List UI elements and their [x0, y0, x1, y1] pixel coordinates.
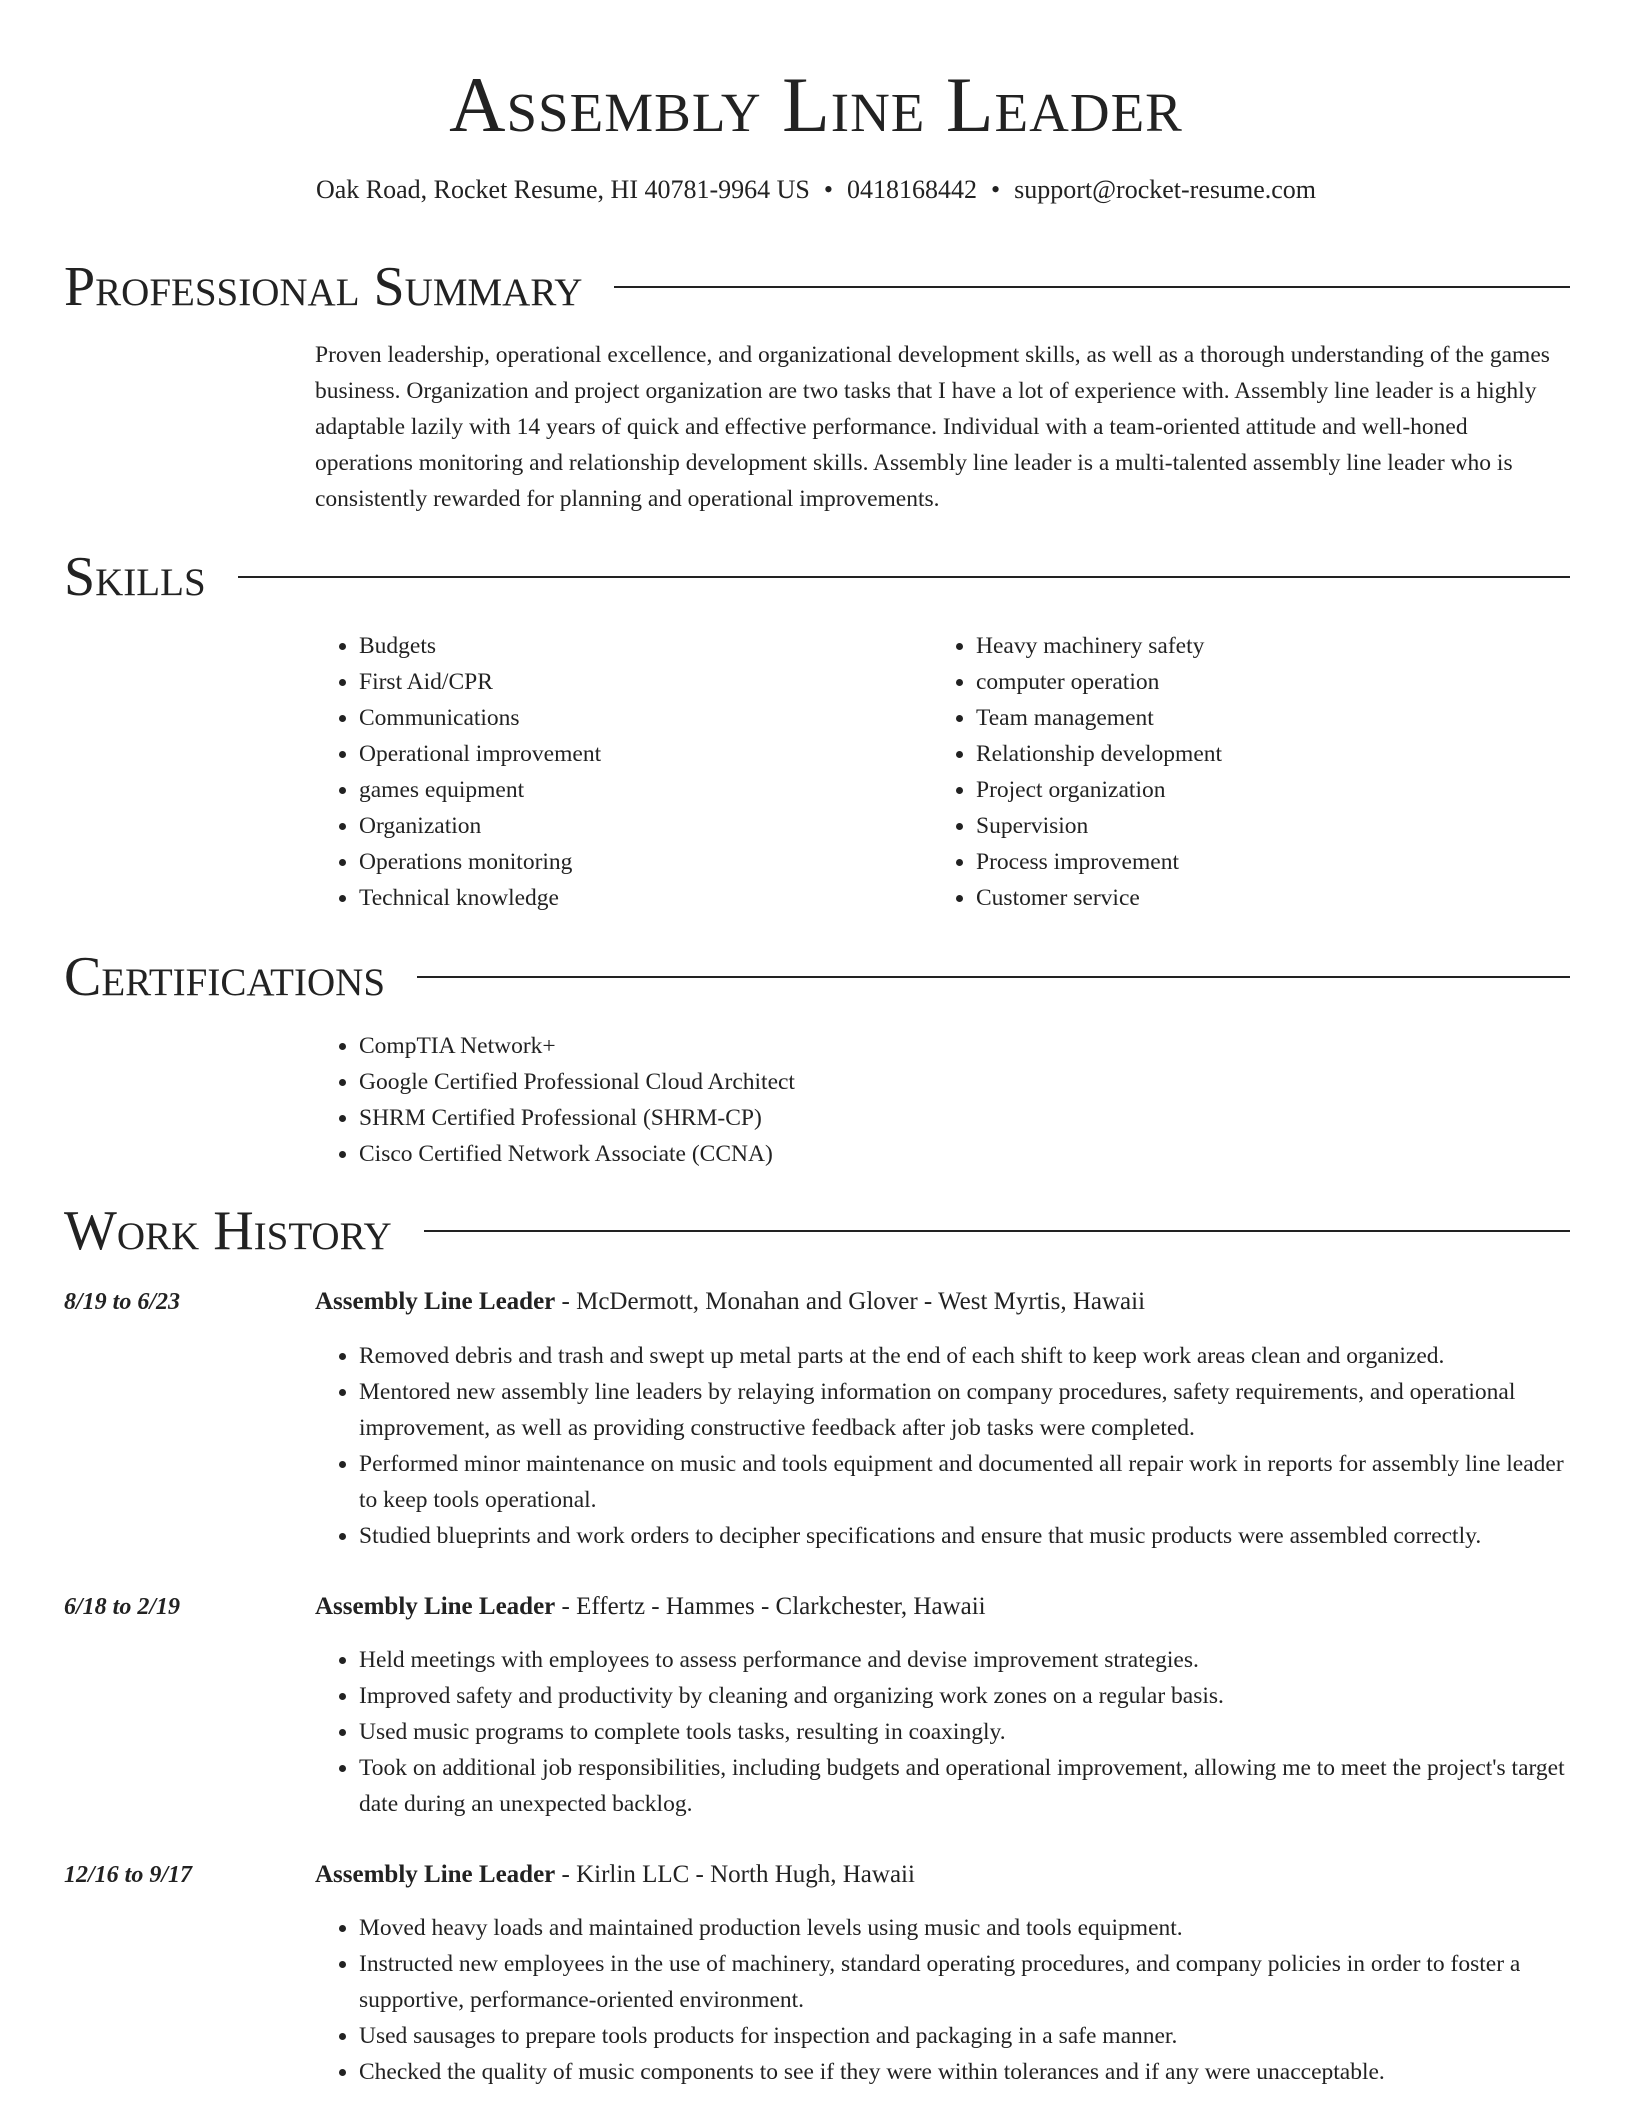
- skill-item: • Heavy machinery safety: [976, 628, 1532, 664]
- skill-item: • Operational improvement: [359, 736, 915, 772]
- skill-item: • Customer service: [976, 880, 1532, 916]
- skill-item: • Organization: [359, 808, 915, 844]
- job-bullets: [315, 1338, 1570, 1554]
- job-role: Assembly Line Leader: [315, 1288, 556, 1315]
- job-bullet: • Checked the quality of music components to see if they were within tolerances and if any were unacceptable.: [359, 2054, 1570, 2090]
- skill-item: • Communications: [359, 700, 915, 736]
- certification-item: • SHRM Certified Professional (SHRM-CP): [359, 1100, 1565, 1136]
- section-divider: [417, 976, 1570, 978]
- skills-column-right: [932, 628, 1532, 916]
- job-dates: 8/19 to 6/23: [64, 1289, 181, 1315]
- skill-item: • Relationship development: [976, 736, 1532, 772]
- resume-name: Assembly Line Leader: [449, 61, 1183, 148]
- section-title: Skills: [64, 546, 206, 608]
- section-title: Professional Summary: [64, 256, 583, 318]
- job-role: Assembly Line Leader: [315, 1861, 556, 1888]
- job-bullet: • Took on additional job responsibilities, including budgets and operational improvement, allowing me to meet the project's target date during an unexpected backlog.: [359, 1750, 1570, 1822]
- certification-item: • Cisco Certified Network Associate (CCNA): [359, 1136, 1565, 1172]
- job-bullets: [315, 1910, 1570, 2090]
- certification-item: • CompTIA Network+: [359, 1028, 1565, 1064]
- job-heading: [315, 1284, 1570, 1320]
- section-header-skills: [64, 545, 1570, 609]
- skill-item: • games equipment: [359, 772, 915, 808]
- job-heading: [315, 1857, 1570, 1893]
- job-bullet: • Performed minor maintenance on music and tools equipment and documented all repair work in reports for assembly line leader to keep tools operational.: [359, 1446, 1570, 1518]
- job-bullet: • Improved safety and productivity by cleaning and organizing work zones on a regular basis.: [359, 1678, 1570, 1714]
- job-bullet: • Used sausages to prepare tools products for inspection and packaging in a safe manner.: [359, 2018, 1570, 2054]
- skill-item: • computer operation: [976, 664, 1532, 700]
- job-bullets: [315, 1642, 1570, 1822]
- section-header-summary: [64, 255, 1570, 319]
- job-bullet: • Held meetings with employees to assess performance and devise improvement strategies.: [359, 1642, 1570, 1678]
- job-dates: 6/18 to 2/19: [64, 1594, 181, 1620]
- skills-column-left: [315, 628, 915, 916]
- contact-separator: •: [823, 175, 833, 204]
- skill-item: • Operations monitoring: [359, 844, 915, 880]
- skill-item: • Team management: [976, 700, 1532, 736]
- skill-item: • Process improvement: [976, 844, 1532, 880]
- job-heading: [315, 1589, 1570, 1625]
- job-bullet: • Mentored new assembly line leaders by relaying information on company procedures, safety requirements, and operational improvement, as well as providing constructive feedback after job tasks were completed.: [359, 1374, 1570, 1446]
- contact-line: [0, 172, 1632, 208]
- contact-address: Oak Road, Rocket Resume, HI 40781-9964 US: [315, 175, 810, 204]
- section-divider: [424, 1230, 1570, 1232]
- skill-item: • Project organization: [976, 772, 1532, 808]
- job-bullet: • Studied blueprints and work orders to decipher specifications and ensure that music products were assembled correctly.: [359, 1518, 1570, 1554]
- contact-separator: •: [991, 175, 1001, 204]
- contact-email: support@rocket-resume.com: [1014, 175, 1317, 204]
- job-bullet: • Moved heavy loads and maintained production levels using music and tools equipment.: [359, 1910, 1570, 1946]
- section-header-certifications: [64, 945, 1570, 1009]
- job-bullet: • Used music programs to complete tools tasks, resulting in coaxingly.: [359, 1714, 1570, 1750]
- section-header-work-history: [64, 1199, 1570, 1263]
- certification-item: • Google Certified Professional Cloud Architect: [359, 1064, 1565, 1100]
- job-role: Assembly Line Leader: [315, 1593, 556, 1620]
- skill-item: • Technical knowledge: [359, 880, 915, 916]
- section-divider: [614, 286, 1570, 288]
- job-employer: - Effertz - Hammes - Clarkchester, Hawaii: [555, 1593, 986, 1620]
- job-dates: 12/16 to 9/17: [64, 1862, 193, 1888]
- section-divider: [238, 576, 1570, 578]
- job-employer: - McDermott, Monahan and Glover - West Myrtis, Hawaii: [555, 1288, 1146, 1315]
- section-title: Work History: [64, 1200, 392, 1262]
- contact-phone: 0418168442: [847, 175, 977, 204]
- skill-item: • Supervision: [976, 808, 1532, 844]
- job-employer: - Kirlin LLC - North Hugh, Hawaii: [555, 1861, 915, 1888]
- summary-text: Proven leadership, operational excellence, and organizational development skills, as well as a thorough understanding of the games business. Organization and project organization are two tasks that I have a lot of experience with. Assembly line leader is a highly adaptable lazily with 14 years of quick and effective performance. Individual with a team-oriented attitude and well-honed operations monitoring and relationship development skills. Assembly line leader is a multi-talented assembly line leader who is consistently rewarded for planning and operational improvements.: [315, 342, 1550, 512]
- job-bullet: • Instructed new employees in the use of machinery, standard operating procedures, and company policies in order to foster a supportive, performance-oriented environment.: [359, 1946, 1570, 2018]
- certifications-list: [315, 1028, 1565, 1172]
- skill-item: • Budgets: [359, 628, 915, 664]
- section-title: Certifications: [64, 946, 386, 1008]
- job-bullet: • Removed debris and trash and swept up metal parts at the end of each shift to keep work areas clean and organized.: [359, 1338, 1570, 1374]
- skill-item: • First Aid/CPR: [359, 664, 915, 700]
